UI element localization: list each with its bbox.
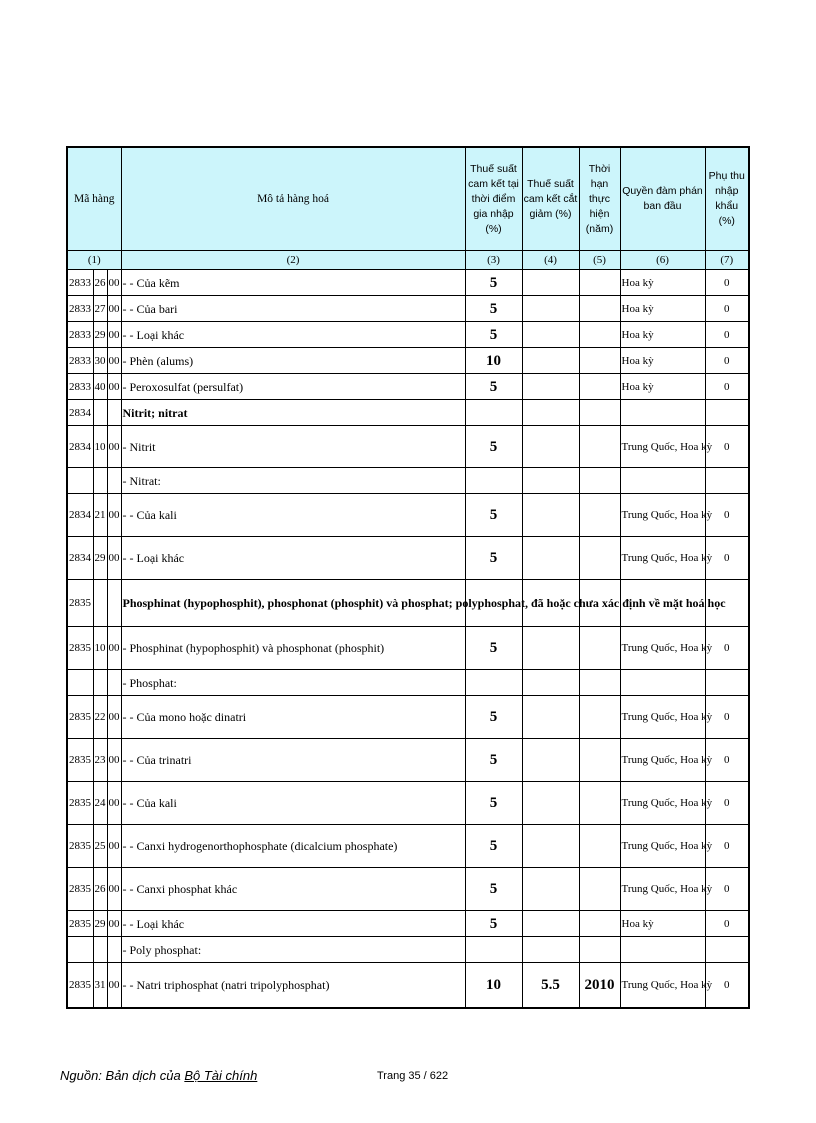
- code-heading: 2834: [67, 400, 93, 426]
- accession-rate-cell: 5: [465, 868, 522, 911]
- table-row: [67, 739, 749, 782]
- implementation-cell: [579, 670, 620, 696]
- code-subheading: 25: [93, 825, 107, 868]
- table-row: [67, 937, 749, 963]
- header-negotiating-rights: Quyền đàm phán ban đầu: [620, 147, 705, 251]
- accession-rate-cell: [465, 400, 522, 426]
- accession-rate-cell: 5: [465, 537, 522, 580]
- code-item: 00: [107, 825, 121, 868]
- description-cell: - - Natri triphosphat (natri tripolyphosphat): [121, 963, 465, 1008]
- final-rate-cell: [522, 782, 579, 825]
- code-heading: 2834: [67, 494, 93, 537]
- surcharge-cell: 0: [705, 911, 749, 937]
- code-heading: 2835: [67, 868, 93, 911]
- code-item: 00: [107, 696, 121, 739]
- code-heading: 2833: [67, 322, 93, 348]
- code-heading: 2833: [67, 348, 93, 374]
- surcharge-cell: 0: [705, 739, 749, 782]
- table-row: [67, 426, 749, 468]
- table-row: [67, 400, 749, 426]
- code-subheading: 29: [93, 537, 107, 580]
- description-cell: - Phosphat:: [121, 670, 465, 696]
- code-item: 00: [107, 296, 121, 322]
- table-row: [67, 296, 749, 322]
- code-item: [107, 937, 121, 963]
- negotiating-rights-cell: [620, 937, 705, 963]
- code-heading: 2833: [67, 270, 93, 296]
- surcharge-cell: [705, 468, 749, 494]
- code-subheading: [93, 400, 107, 426]
- accession-rate-cell: 5: [465, 782, 522, 825]
- accession-rate-cell: 5: [465, 374, 522, 400]
- code-heading: 2835: [67, 580, 93, 627]
- description-cell: - - Của bari: [121, 296, 465, 322]
- surcharge-cell: [705, 670, 749, 696]
- negotiating-rights-cell: Trung Quốc, Hoa kỳ: [620, 739, 705, 782]
- negotiating-rights-cell: Trung Quốc, Hoa kỳ: [620, 963, 705, 1008]
- surcharge-cell: 0: [705, 494, 749, 537]
- final-rate-cell: [522, 537, 579, 580]
- implementation-cell: [579, 270, 620, 296]
- negotiating-rights-cell: Trung Quốc, Hoa kỳ: [620, 782, 705, 825]
- code-heading: 2834: [67, 426, 93, 468]
- accession-rate-cell: 5: [465, 270, 522, 296]
- final-rate-cell: [522, 322, 579, 348]
- table-row: [67, 627, 749, 670]
- surcharge-cell: 0: [705, 374, 749, 400]
- surcharge-cell: 0: [705, 825, 749, 868]
- negotiating-rights-cell: Trung Quốc, Hoa kỳ: [620, 696, 705, 739]
- implementation-cell: [579, 494, 620, 537]
- code-heading: 2835: [67, 911, 93, 937]
- accession-rate-cell: 5: [465, 911, 522, 937]
- code-subheading: 27: [93, 296, 107, 322]
- implementation-cell: [579, 739, 620, 782]
- code-subheading: [93, 468, 107, 494]
- surcharge-cell: 0: [705, 322, 749, 348]
- final-rate-cell: [522, 937, 579, 963]
- implementation-cell: [579, 868, 620, 911]
- description-cell: - Nitrat:: [121, 468, 465, 494]
- final-rate-cell: [522, 825, 579, 868]
- table-row: [67, 374, 749, 400]
- final-rate-cell: [522, 696, 579, 739]
- description-cell: - - Canxi hydrogenorthophosphate (dicalcium phosphate): [121, 825, 465, 868]
- accession-rate-cell: 5: [465, 296, 522, 322]
- code-heading: 2835: [67, 782, 93, 825]
- code-item: 00: [107, 494, 121, 537]
- code-item: 00: [107, 348, 121, 374]
- code-item: 00: [107, 963, 121, 1008]
- description-cell: - - Canxi phosphat khác: [121, 868, 465, 911]
- description-cell: - Phèn (alums): [121, 348, 465, 374]
- code-subheading: 30: [93, 348, 107, 374]
- code-item: 00: [107, 739, 121, 782]
- negotiating-rights-cell: [620, 400, 705, 426]
- table-row: [67, 494, 749, 537]
- final-rate-cell: [522, 739, 579, 782]
- implementation-cell: [579, 468, 620, 494]
- final-rate-cell: [522, 494, 579, 537]
- code-heading: [67, 937, 93, 963]
- final-rate-cell: [522, 270, 579, 296]
- code-subheading: 26: [93, 270, 107, 296]
- negotiating-rights-cell: Trung Quốc, Hoa kỳ: [620, 868, 705, 911]
- implementation-cell: [579, 426, 620, 468]
- accession-rate-cell: [465, 670, 522, 696]
- table-row: [67, 696, 749, 739]
- code-heading: [67, 670, 93, 696]
- table-row: [67, 825, 749, 868]
- code-item: [107, 400, 121, 426]
- implementation-cell: [579, 696, 620, 739]
- code-item: 00: [107, 322, 121, 348]
- code-item: 00: [107, 627, 121, 670]
- code-heading: 2835: [67, 963, 93, 1008]
- final-rate-cell: [522, 468, 579, 494]
- negotiating-rights-cell: Trung Quốc, Hoa kỳ: [620, 627, 705, 670]
- surcharge-cell: 0: [705, 782, 749, 825]
- header-final-rate: Thuế suất cam kết cắt giảm (%): [522, 147, 579, 251]
- header-row: [67, 147, 749, 251]
- implementation-cell: [579, 782, 620, 825]
- surcharge-cell: 0: [705, 696, 749, 739]
- code-subheading: 24: [93, 782, 107, 825]
- code-subheading: 23: [93, 739, 107, 782]
- footer-source-prefix: Nguồn: Bản dịch của: [60, 1068, 181, 1083]
- code-subheading: 31: [93, 963, 107, 1008]
- implementation-cell: [579, 322, 620, 348]
- negotiating-rights-cell: Hoa kỳ: [620, 296, 705, 322]
- surcharge-cell: 0: [705, 296, 749, 322]
- code-item: [107, 468, 121, 494]
- index-1: (1): [67, 251, 121, 270]
- surcharge-cell: 0: [705, 868, 749, 911]
- index-3: (3): [465, 251, 522, 270]
- header-surcharge: Phụ thu nhập khẩu (%): [705, 147, 749, 251]
- code-heading: 2833: [67, 296, 93, 322]
- negotiating-rights-cell: Trung Quốc, Hoa kỳ: [620, 494, 705, 537]
- table-row: [67, 868, 749, 911]
- description-cell: - - Của trinatri: [121, 739, 465, 782]
- implementation-cell: [579, 627, 620, 670]
- header-implementation: Thời hạn thực hiện (năm): [579, 147, 620, 251]
- table-row: [67, 911, 749, 937]
- code-subheading: 10: [93, 627, 107, 670]
- accession-rate-cell: 5: [465, 825, 522, 868]
- header-accession-rate: Thuế suất cam kết tại thời điểm gia nhập (%): [465, 147, 522, 251]
- code-item: [107, 580, 121, 627]
- table-row: [67, 782, 749, 825]
- implementation-cell: [579, 937, 620, 963]
- implementation-cell: [579, 348, 620, 374]
- negotiating-rights-cell: Hoa kỳ: [620, 348, 705, 374]
- code-subheading: 10: [93, 426, 107, 468]
- final-rate-cell: [522, 296, 579, 322]
- accession-rate-cell: 5: [465, 739, 522, 782]
- header-code: Mã hàng: [67, 147, 121, 251]
- surcharge-cell: 0: [705, 627, 749, 670]
- code-item: 00: [107, 374, 121, 400]
- index-5: (5): [579, 251, 620, 270]
- accession-rate-cell: 5: [465, 426, 522, 468]
- final-rate-cell: [522, 627, 579, 670]
- final-rate-cell: [522, 670, 579, 696]
- code-item: 00: [107, 868, 121, 911]
- negotiating-rights-cell: [620, 670, 705, 696]
- code-subheading: 29: [93, 322, 107, 348]
- code-heading: 2835: [67, 739, 93, 782]
- accession-rate-cell: 5: [465, 627, 522, 670]
- footer-source: [60, 1068, 257, 1083]
- final-rate-cell: [522, 374, 579, 400]
- final-rate-cell: [522, 426, 579, 468]
- index-row: [67, 251, 749, 270]
- implementation-cell: [579, 825, 620, 868]
- negotiating-rights-cell: Trung Quốc, Hoa kỳ: [620, 537, 705, 580]
- code-heading: [67, 468, 93, 494]
- accession-rate-cell: 10: [465, 348, 522, 374]
- code-item: 00: [107, 782, 121, 825]
- surcharge-cell: 0: [705, 963, 749, 1008]
- description-cell: - - Của mono hoặc dinatri: [121, 696, 465, 739]
- surcharge-cell: 0: [705, 426, 749, 468]
- description-cell: - - Của kẽm: [121, 270, 465, 296]
- negotiating-rights-cell: Hoa kỳ: [620, 374, 705, 400]
- description-cell: Nitrit; nitrat: [121, 400, 465, 426]
- negotiating-rights-cell: Trung Quốc, Hoa kỳ: [620, 426, 705, 468]
- implementation-cell: 2010: [579, 963, 620, 1008]
- code-heading: 2834: [67, 537, 93, 580]
- accession-rate-cell: 5: [465, 322, 522, 348]
- description-cell: - Poly phosphat:: [121, 937, 465, 963]
- surcharge-cell: [705, 937, 749, 963]
- description-cell: - - Của kali: [121, 494, 465, 537]
- code-subheading: 26: [93, 868, 107, 911]
- code-subheading: 40: [93, 374, 107, 400]
- code-subheading: [93, 580, 107, 627]
- code-heading: 2833: [67, 374, 93, 400]
- final-rate-cell: [522, 911, 579, 937]
- header-description: Mô tả hàng hoá: [121, 147, 465, 251]
- code-item: 00: [107, 911, 121, 937]
- negotiating-rights-cell: Hoa kỳ: [620, 911, 705, 937]
- accession-rate-cell: 5: [465, 494, 522, 537]
- description-cell: - - Loại khác: [121, 322, 465, 348]
- table-row: [67, 468, 749, 494]
- surcharge-cell: 0: [705, 270, 749, 296]
- table-row: [67, 537, 749, 580]
- implementation-cell: [579, 374, 620, 400]
- index-6: (6): [620, 251, 705, 270]
- description-cell: Phosphinat (hypophosphit), phosphonat (phosphit) và phosphat; polyphosphat, đã hoặc chưa xác định về mặt hoá học: [121, 580, 465, 627]
- description-cell: - Phosphinat (hypophosphit) và phosphonat (phosphit): [121, 627, 465, 670]
- page-number: Trang 35 / 622: [377, 1070, 449, 1082]
- code-heading: 2835: [67, 825, 93, 868]
- accession-rate-cell: [465, 937, 522, 963]
- code-subheading: 21: [93, 494, 107, 537]
- tariff-table: [66, 146, 750, 1009]
- implementation-cell: [579, 911, 620, 937]
- description-cell: - - Loại khác: [121, 537, 465, 580]
- surcharge-cell: 0: [705, 537, 749, 580]
- table-row: [67, 963, 749, 1008]
- negotiating-rights-cell: Hoa kỳ: [620, 322, 705, 348]
- table-row: [67, 322, 749, 348]
- final-rate-cell: 5.5: [522, 963, 579, 1008]
- table-row: [67, 348, 749, 374]
- final-rate-cell: [522, 400, 579, 426]
- surcharge-cell: [705, 400, 749, 426]
- final-rate-cell: [522, 868, 579, 911]
- surcharge-cell: 0: [705, 348, 749, 374]
- table-row: [67, 270, 749, 296]
- final-rate-cell: [522, 348, 579, 374]
- implementation-cell: [579, 400, 620, 426]
- description-cell: - - Loại khác: [121, 911, 465, 937]
- accession-rate-cell: 10: [465, 963, 522, 1008]
- code-subheading: [93, 937, 107, 963]
- negotiating-rights-cell: Hoa kỳ: [620, 270, 705, 296]
- description-cell: - Nitrit: [121, 426, 465, 468]
- index-4: (4): [522, 251, 579, 270]
- index-7: (7): [705, 251, 749, 270]
- code-item: 00: [107, 426, 121, 468]
- footer-source-link[interactable]: Bộ Tài chính: [184, 1068, 258, 1083]
- code-subheading: 29: [93, 911, 107, 937]
- code-heading: 2835: [67, 627, 93, 670]
- description-cell: - - Của kali: [121, 782, 465, 825]
- code-item: 00: [107, 270, 121, 296]
- table-row: [67, 670, 749, 696]
- code-item: 00: [107, 537, 121, 580]
- accession-rate-cell: 5: [465, 696, 522, 739]
- code-item: [107, 670, 121, 696]
- implementation-cell: [579, 537, 620, 580]
- code-heading: 2835: [67, 696, 93, 739]
- implementation-cell: [579, 296, 620, 322]
- negotiating-rights-cell: [620, 468, 705, 494]
- accession-rate-cell: [465, 468, 522, 494]
- table-row: [67, 580, 749, 627]
- code-subheading: [93, 670, 107, 696]
- negotiating-rights-cell: Trung Quốc, Hoa kỳ: [620, 825, 705, 868]
- description-cell: - Peroxosulfat (persulfat): [121, 374, 465, 400]
- code-subheading: 22: [93, 696, 107, 739]
- index-2: (2): [121, 251, 465, 270]
